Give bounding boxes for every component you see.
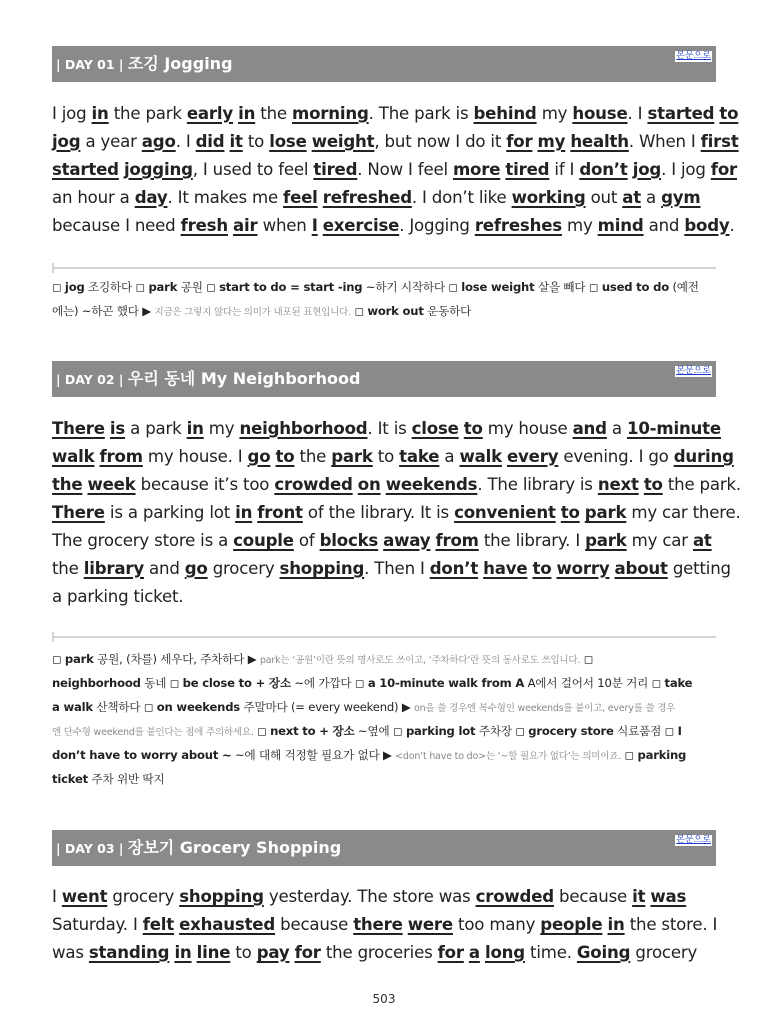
keyword: was	[650, 887, 687, 906]
vocab-term: used to do	[601, 280, 669, 294]
keyword: take	[399, 447, 440, 466]
keyword: working	[511, 188, 586, 207]
keyword: convenient	[454, 503, 556, 522]
keyword: walk	[52, 447, 95, 466]
vocab-term: park	[64, 652, 94, 666]
passage-line: There is a park in my neighborhood. It is close to my house and a 10-minute	[52, 419, 721, 438]
note: park는 ‘공원’이란 뜻의 명사로도 쓰이고, ‘주차하다’란 뜻의 동사로도 쓰입니다.	[259, 655, 581, 666]
section-header-day02: | DAY 02 | 우리 동네 My Neighborhood 본문으로	[52, 361, 716, 397]
keyword: Going	[576, 943, 631, 962]
keyword: for	[437, 943, 464, 962]
keyword: park	[585, 531, 627, 550]
keyword: house	[572, 104, 628, 123]
keyword: every	[507, 447, 559, 466]
keyword: to	[719, 104, 739, 123]
keyword: neighborhood	[239, 419, 368, 438]
keyword: week	[87, 475, 136, 494]
keyword: body	[684, 216, 730, 235]
vocab-term: a 10-minute walk from A	[367, 676, 525, 690]
keyword: people	[540, 915, 603, 934]
passage-line: The grocery store is a couple of blocks away from the library. I park my car at	[52, 531, 712, 550]
vocab-term: neighborhood	[52, 676, 141, 690]
vocab-line: neighborhood 동네 ◻ be close to + 장소 ~에 가깝다 ◻ a 10-minute walk from A A에서 걸어서 10분 거리 ◻ take	[52, 676, 693, 690]
keyword: don’t	[429, 559, 479, 578]
keyword: go	[247, 447, 271, 466]
keyword: during	[673, 447, 734, 466]
keyword: at	[622, 188, 641, 207]
keyword: exercise	[322, 216, 400, 235]
keyword: have	[483, 559, 528, 578]
keyword: close	[411, 419, 459, 438]
keyword: morning	[291, 104, 369, 123]
keyword: crowded	[475, 887, 554, 906]
vocab-line: 엔 단수형 weekend를 붙인다는 점에 주의하세요. ◻ next to + 장소 ~옆에 ◻ parking lot 주차장 ◻ grocery store 식료품점 ◻ I	[52, 724, 682, 738]
passage-line: There is a parking lot in front of the library. It is convenient to park my car there.	[52, 503, 741, 522]
keyword: front	[257, 503, 303, 522]
keyword: jog	[52, 132, 81, 151]
keyword: from	[435, 531, 479, 550]
section-title: 우리 동네 My Neighborhood	[127, 369, 361, 388]
keyword: in	[186, 419, 204, 438]
vocab-line: a walk 산책하다 ◻ on weekends 주말마다 (= every weekend) ▶ on을 쓸 경우엔 복수형인 weekends를 붙이고, every를 쓸 경우	[52, 700, 676, 714]
keyword: weekends	[385, 475, 478, 494]
day-label: DAY 01	[64, 57, 115, 72]
keyword: to	[643, 475, 663, 494]
passage-line: I went grocery shopping yesterday. The store was crowded because it was	[52, 887, 687, 906]
back-to-text-link[interactable]: 본문으로	[676, 51, 711, 61]
keyword: health	[570, 132, 629, 151]
keyword: ago	[141, 132, 176, 151]
passage-line: was standing in line to pay for the groceries for a long time. Going grocery	[52, 943, 698, 962]
keyword: air	[233, 216, 258, 235]
keyword: is	[109, 419, 126, 438]
keyword: in	[238, 104, 256, 123]
keyword: There	[52, 503, 105, 522]
vocab-day01	[52, 275, 716, 323]
passage-line: started jogging, I used to feel tired. Now I feel more tired if I don’t jog. I jog for	[52, 160, 737, 179]
note: 엔 단수형 weekend를 붙인다는 점에 주의하세요.	[52, 727, 254, 738]
keyword: to	[463, 419, 483, 438]
vocab-term: I	[677, 724, 682, 738]
keyword: in	[91, 104, 109, 123]
keyword: more	[452, 160, 501, 179]
keyword: park	[584, 503, 627, 522]
day-label: DAY 03	[64, 841, 115, 856]
vocab-line: 에는) ~하곤 했다 ▶ 지금은 그렇지 않다는 의미가 내포된 표현입니다. ◻ work out 운동하다	[52, 304, 472, 318]
back-to-text-link[interactable]: 본문으로	[676, 366, 711, 376]
keyword: were	[407, 915, 453, 934]
vocab-term: lose weight	[461, 280, 535, 294]
vocab-term: jog	[64, 280, 85, 294]
day-label: DAY 02	[64, 372, 115, 387]
keyword: line	[196, 943, 231, 962]
keyword: my	[537, 132, 566, 151]
keyword: tired	[313, 160, 358, 179]
keyword: shopping	[279, 559, 365, 578]
passage-line: the library and go grocery shopping. Then I don’t have to worry about getting	[52, 559, 731, 578]
passage-day03	[52, 883, 716, 967]
keyword: it	[229, 132, 243, 151]
keyword: early	[186, 104, 233, 123]
keyword: weight	[311, 132, 375, 151]
divider	[52, 267, 716, 269]
keyword: tired	[505, 160, 550, 179]
section-title: 조깅 Jogging	[127, 54, 233, 73]
section-header-day03: | DAY 03 | 장보기 Grocery Shopping 본문으로	[52, 830, 716, 866]
page-number: 503	[372, 992, 396, 1006]
vocab-line: ◻ park 공원, (차를) 세우다, 주차하다 ▶ park는 ‘공원’이란 뜻의 명사로도 쓰이고, ‘주차하다’란 뜻의 동사로도 쓰입니다. ◻	[52, 652, 594, 666]
keyword: to	[532, 559, 552, 578]
keyword: blocks	[319, 531, 379, 550]
passage-day02	[52, 415, 741, 611]
keyword: gym	[661, 188, 701, 207]
keyword: 10-minute	[626, 419, 721, 438]
vocab-term: grocery store	[528, 724, 614, 738]
keyword: worry	[556, 559, 610, 578]
keyword: pay	[256, 943, 290, 962]
keyword: long	[484, 943, 525, 962]
keyword: did	[195, 132, 225, 151]
keyword: the	[52, 475, 83, 494]
keyword: walk	[459, 447, 502, 466]
keyword: it	[632, 887, 646, 906]
keyword: for	[506, 132, 533, 151]
section-header-day01: | DAY 01 | 조깅 Jogging 본문으로	[52, 46, 716, 82]
passage-line: Saturday. I felt exhausted because there were too many people in the store. I	[52, 915, 718, 934]
vocab-term: parking	[637, 748, 687, 762]
vocab-term: start to do = start -ing	[219, 280, 363, 294]
vocab-term: next to + 장소	[270, 724, 355, 738]
vocab-line: ticket 주차 위반 딱지	[52, 772, 165, 786]
vocab-term: on weekends	[156, 700, 240, 714]
keyword: about	[614, 559, 668, 578]
keyword: in	[235, 503, 253, 522]
keyword: at	[692, 531, 712, 550]
vocab-term: be close to + 장소	[182, 676, 291, 690]
keyword: day	[134, 188, 168, 207]
keyword: crowded	[274, 475, 353, 494]
keyword: library	[83, 559, 144, 578]
vocab-term: park	[148, 280, 178, 294]
keyword: a	[468, 943, 480, 962]
keyword: first	[700, 132, 739, 151]
vocab-term: ticket	[52, 772, 88, 786]
keyword: don’t	[579, 160, 628, 179]
vocab-line: don’t have to worry about ~ ~에 대해 걱정할 필요가 없다 ▶ <don’t have to do>는 ‘~할 필요가 없다’는 의미이죠. ◻ parking	[52, 748, 687, 762]
vocab-day02	[52, 647, 716, 791]
vocab-term: take	[664, 676, 693, 690]
passage-line: the week because it’s too crowded on weekends. The library is next to the park.	[52, 475, 741, 494]
keyword: for	[294, 943, 321, 962]
keyword: standing	[88, 943, 170, 962]
note: 지금은 그렇지 않다는 의미가 내포된 표현입니다.	[154, 307, 351, 318]
keyword: fresh	[180, 216, 228, 235]
keyword: feel	[283, 188, 318, 207]
vocab-line: ◻ jog 조깅하다 ◻ park 공원 ◻ start to do = start -ing ~하기 시작하다 ◻ lose weight 살을 빼다 ◻ used to do (예전	[52, 280, 699, 294]
passage-line: a parking ticket.	[52, 587, 184, 606]
keyword: from	[99, 447, 143, 466]
keyword: started	[52, 160, 119, 179]
keyword: for	[710, 160, 737, 179]
vocab-term: parking lot	[405, 724, 476, 738]
keyword: away	[383, 531, 431, 550]
note: <don’t have to do>는 ‘~할 필요가 없다’는 의미이죠.	[395, 751, 622, 762]
keyword: refreshed	[322, 188, 412, 207]
keyword: shopping	[179, 887, 264, 906]
keyword: in	[607, 915, 625, 934]
note: on을 쓸 경우엔 복수형인 weekends를 붙이고, every를 쓸 경우	[414, 703, 676, 714]
keyword: to	[275, 447, 295, 466]
keyword: in	[174, 943, 192, 962]
keyword: behind	[473, 104, 537, 123]
vocab-term: don’t have to worry about ~	[52, 748, 232, 762]
keyword: on	[357, 475, 381, 494]
section-title: 장보기 Grocery Shopping	[127, 838, 342, 857]
passage-line: jog a year ago. I did it to lose weight, but now I do it for my health. When I first	[52, 132, 739, 151]
keyword: there	[353, 915, 403, 934]
keyword: There	[52, 419, 105, 438]
keyword: exhausted	[179, 915, 276, 934]
keyword: couple	[233, 531, 294, 550]
vocab-term: a walk	[52, 700, 93, 714]
keyword: park	[331, 447, 373, 466]
keyword: refreshes	[474, 216, 562, 235]
passage-day01	[52, 100, 739, 240]
passage-line: an hour a day. It makes me feel refreshed. I don’t like working out at a gym	[52, 188, 701, 207]
keyword: felt	[142, 915, 175, 934]
divider	[52, 636, 716, 638]
keyword: go	[184, 559, 208, 578]
keyword: next	[597, 475, 639, 494]
keyword: started	[647, 104, 715, 123]
keyword: I	[311, 216, 318, 235]
back-to-text-link[interactable]: 본문으로	[676, 835, 711, 845]
keyword: jog	[632, 160, 662, 179]
keyword: lose	[269, 132, 307, 151]
passage-line: walk from my house. I go to the park to take a walk every evening. I go during	[52, 447, 734, 466]
keyword: went	[61, 887, 108, 906]
passage-line: because I need fresh air when I exercise. Jogging refreshes my mind and body.	[52, 216, 735, 235]
keyword: to	[560, 503, 580, 522]
keyword: mind	[597, 216, 644, 235]
vocab-term: work out	[367, 304, 424, 318]
keyword: and	[572, 419, 607, 438]
passage-line: I jog in the park early in the morning. The park is behind my house. I started to	[52, 104, 739, 123]
keyword: jogging	[123, 160, 193, 179]
